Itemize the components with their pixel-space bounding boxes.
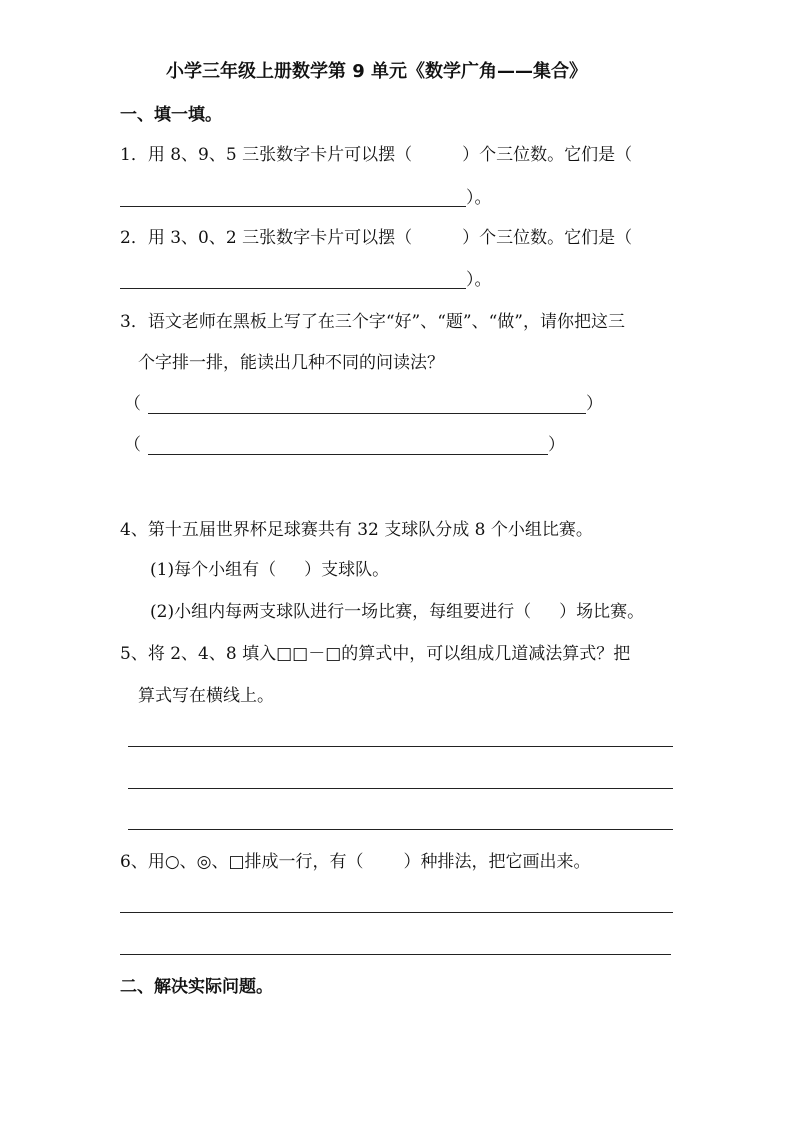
question-2-text: 2．用 3、0、2 三张数字卡片可以摆（ — [120, 228, 413, 248]
question-4-sub-2-text-end: ）场比赛。 — [559, 602, 645, 622]
question-4-sub-2-text: (2)小组内每两支球队进行一场比赛，每组要进行（ — [150, 602, 532, 622]
section-1-heading: 一、填一填。 — [120, 105, 222, 125]
question-3-answer-2-open: （ — [124, 435, 141, 455]
question-3-answer-1-close: ） — [586, 394, 603, 414]
question-4-sub-1 — [150, 558, 389, 582]
question-2-text-mid: ）个三位数。它们是（ — [462, 228, 633, 248]
page-title: 小学三年级上册数学第 9 单元《数学广角——集合》 — [166, 61, 588, 82]
question-6-text-end: ）种排法，把它画出来。 — [403, 852, 591, 872]
question-5-answer-line-3[interactable] — [128, 829, 673, 830]
question-4-sub-1-text: (1)每个小组有（ — [150, 560, 277, 580]
section-2-heading: 二、解决实际问题。 — [120, 977, 273, 997]
question-2-answer-line[interactable] — [120, 288, 466, 289]
question-4-sub-1-text-end: ）支球队。 — [304, 560, 390, 580]
question-5-answer-line-1[interactable] — [128, 746, 673, 747]
question-3-line-2: 个字排一排，能读出几种不同的问读法？ — [138, 353, 444, 373]
question-1-line — [120, 143, 632, 167]
question-1-answer-line[interactable] — [120, 206, 466, 207]
question-5-line-2: 算式写在横线上。 — [138, 686, 274, 706]
question-6-answer-line-2[interactable] — [120, 954, 671, 955]
question-2-line — [120, 226, 632, 250]
question-5-answer-line-2[interactable] — [128, 788, 673, 789]
question-6-answer-line-1[interactable] — [120, 912, 673, 913]
question-1-text-mid: ）个三位数。它们是（ — [462, 145, 633, 165]
question-1-close: ）。 — [466, 188, 492, 208]
question-4-sub-2 — [150, 600, 644, 624]
question-3-answer-line-1[interactable] — [148, 413, 586, 414]
question-4-line: 4、第十五届世界杯足球赛共有 32 支球队分成 8 个小组比赛。 — [120, 520, 593, 540]
question-1-text: 1．用 8、9、5 三张数字卡片可以摆（ — [120, 145, 413, 165]
question-5-line-1: 5、将 2、4、8 填入□□－□的算式中，可以组成几道减法算式？把 — [120, 644, 631, 664]
question-2-close: ）。 — [466, 270, 492, 290]
question-3-line-1: 3．语文老师在黑板上写了在三个字“好”、“题”、“做”，请你把这三 — [120, 312, 625, 332]
question-6-text: 6、用○、◎、□排成一行，有（ — [120, 852, 364, 872]
question-6-line — [120, 850, 591, 874]
question-3-answer-line-2[interactable] — [148, 454, 548, 455]
question-3-answer-1-open: （ — [124, 394, 141, 414]
question-3-answer-2-close: ） — [548, 435, 565, 455]
